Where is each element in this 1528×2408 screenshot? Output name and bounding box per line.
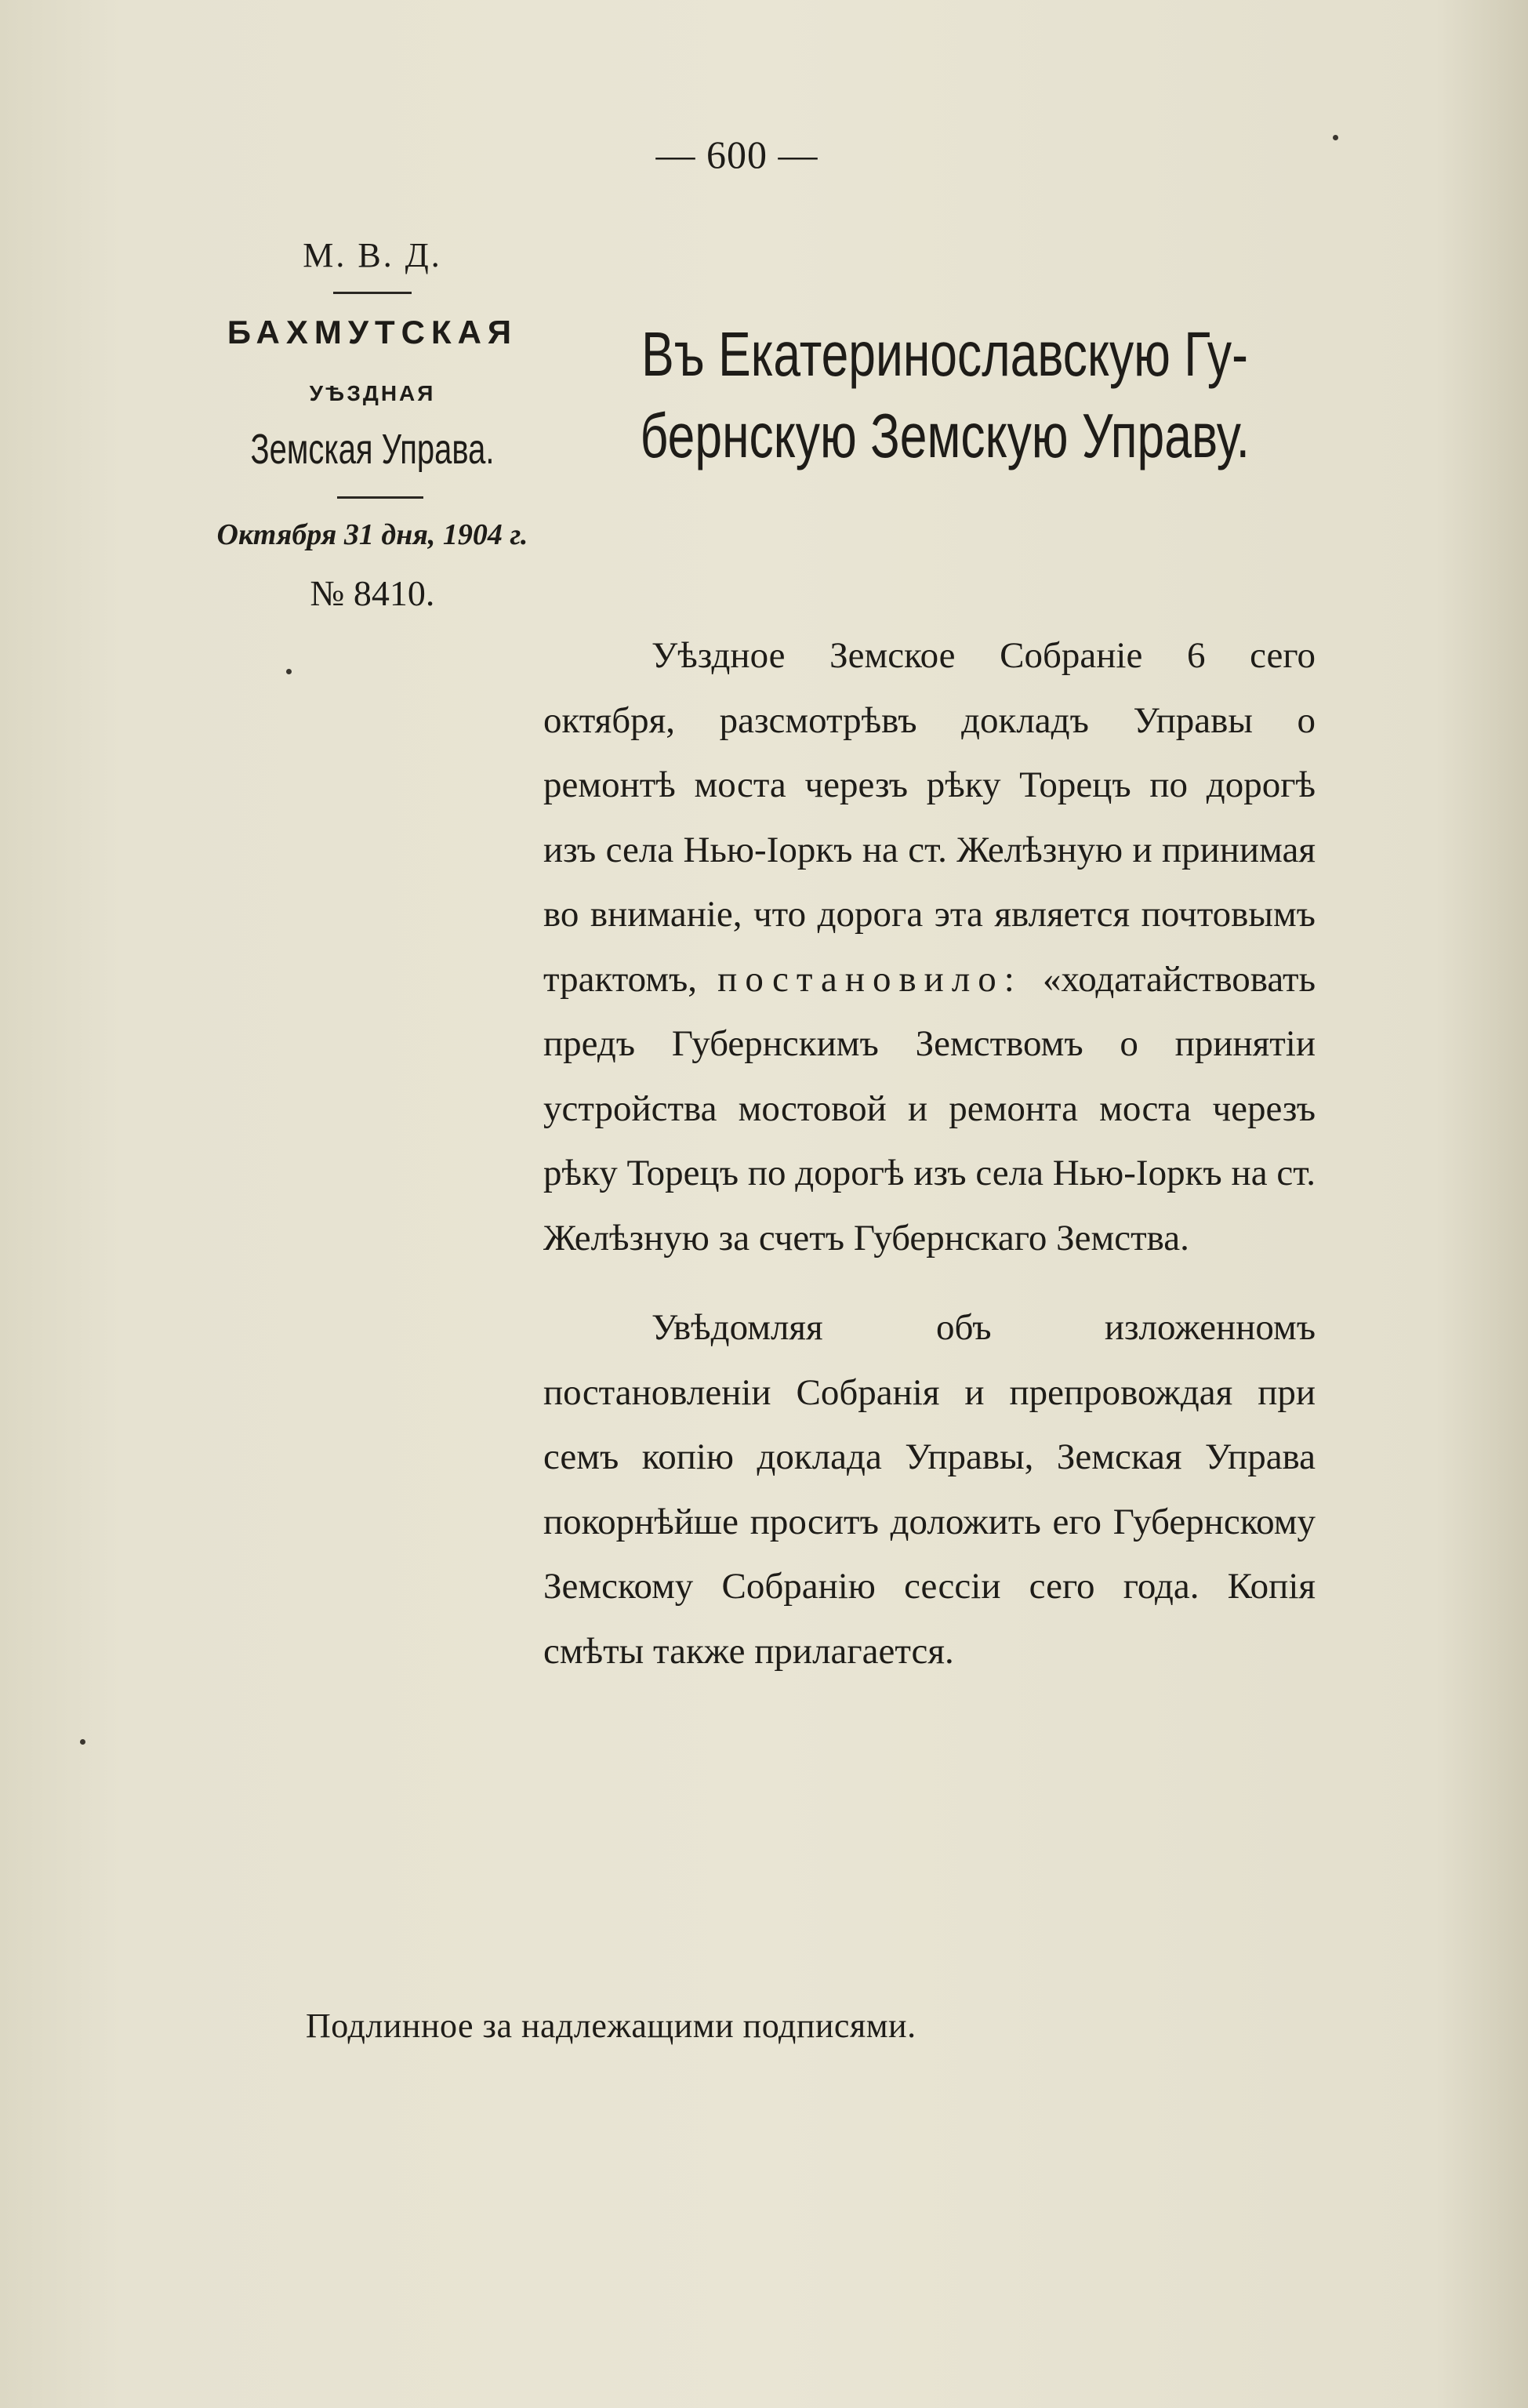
letter-body: [543, 623, 1316, 1683]
addressee-line-1: Въ Екатеринославскую Гу-: [641, 319, 1248, 389]
divider-rule: [333, 292, 412, 294]
divider-rule: [337, 496, 423, 499]
board-name: Земская Управа.: [250, 426, 495, 473]
paragraph-1-intro: Уѣздное Земское Собраніе 6 сего октября, разсмотрѣвъ докладъ Управы о ремонтѣ моста черезъ рѣку Торецъ по дорогѣ изъ села Нью-Іоркъ на ст. Желѣзную и принимая во вниманіе, что дорога эта является почтовымъ трактомъ,: [543, 635, 1316, 1000]
page-number: — 600 —: [655, 133, 818, 176]
addressee-heading: [549, 314, 1341, 477]
district-name: БАХМУТСКАЯ: [227, 314, 518, 350]
ink-speck: [80, 1739, 85, 1745]
ink-speck: [1333, 135, 1338, 140]
document-number: № 8410.: [310, 573, 435, 613]
paragraph-1: [543, 623, 1316, 1270]
paragraph-2: Увѣдомляя объ изложенномъ постановленіи Собранія и препровождая при семъ копію доклада Управы, Земская Управа покорнѣйше проситъ доложить его Губернскому Земскому Собранію сессіи сего года. Копія смѣты также прилагается.: [543, 1307, 1316, 1672]
resolution-keyword: постановило:: [717, 958, 1022, 1000]
ink-speck: [286, 669, 292, 674]
closing-note: Подлинное за надлежащими подписями.: [306, 2007, 916, 2045]
ministry-abbreviation: М. В. Д.: [303, 236, 442, 274]
paragraph-1-rest: «ходатайствовать предъ Губернскимъ Земствомъ о принятіи устройства мостовой и ремонта моста черезъ рѣку Торецъ по дорогѣ изъ села Нью-Іоркъ на ст. Желѣзную за счетъ Губернскаго Земства.: [543, 958, 1316, 1258]
addressee-line-2: бернскую Земскую Управу.: [640, 401, 1250, 470]
document-date: Октября 31 дня, 1904 г.: [216, 518, 528, 551]
uezd-label: УѢЗДНАЯ: [309, 381, 436, 405]
